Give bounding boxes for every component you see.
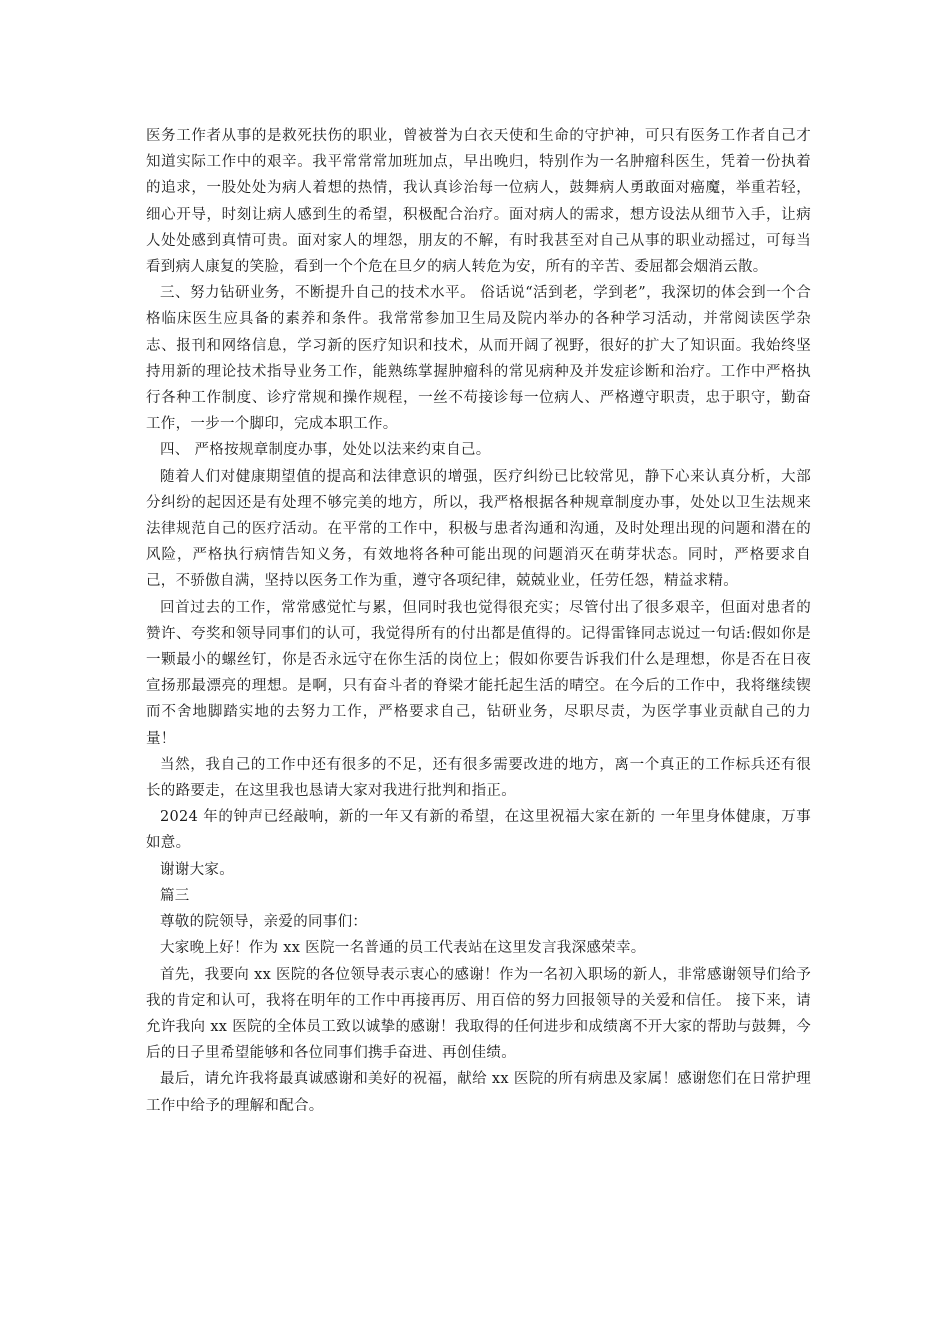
paragraph-gratitude-leaders: 首先，我要向 xx 医院的各位领导表示衷心的感谢！作为一名初入职场的新人，非常感谢领导们给予我的肯定和认可，我将在明年的工作中再接再厉、用百倍的努力回报领导的关爱和信任。 接下来，请允许我向 xx 医院的全体员工致以诚挚的感谢！我取得的任何进步和成绩离不开大家的帮助与鼓舞，今后的日子里希望能够和各位同事们携手奋进、再创佳绩。 bbox=[146, 966, 811, 1062]
paragraph-medical-work: 医务工作者从事的是救死扶伤的职业，曾被誉为白衣天使和生命的守护神，可只有医务工作者自己才知道实际工作中的艰辛。我平常常常加班加点，早出晚归，特别作为一名肿瘤科医生，凭着一份执着的追求，一股处处为病人着想的热情，我认真诊治每一位病人，鼓舞病人勇敢面对癌魔，举重若轻，细心开导，时刻让病人感到生的希望，积极配合治疗。面对病人的需求，想方设法从细节入手，让病人处处感到真情可贵。面对家人的埋怨，朋友的不解，有时我甚至对自己从事的职业动摇过，可每当看到病人康复的笑脸，看到一个个危在旦夕的病人转危为安，所有的辛苦、委屈都会烟消云散。 bbox=[146, 128, 811, 276]
paragraph-new-year: 2024 年的钟声已经敲响，新的一年又有新的希望，在这里祝福大家在新的 一年里身体健康，万事如意。 bbox=[146, 809, 811, 852]
paragraph-thanks: 谢谢大家。 bbox=[160, 861, 234, 878]
paragraph-greeting: 大家晚上好！作为 xx 医院一名普通的员工代表站在这里发言我深感荣幸。 bbox=[160, 940, 646, 957]
document-body bbox=[146, 123, 811, 1119]
paragraph-heading-rules: 四、 严格按规章制度办事，处处以法来约束自己。 bbox=[160, 442, 491, 459]
paragraph-medical-disputes: 随着人们对健康期望值的提高和法律意识的增强，医疗纠纷已比较常见，静下心来认真分析，大部分纠纷的起因还是有处理不够完美的地方，所以，我严格根据各种规章制度办事，处处以卫生法规来法律规范自己的医疗活动。在平常的工作中，积极与患者沟通和沟通，及时处理出现的问题和潜在的风险，严格执行病情告知义务，有效地将各种可能出现的问题消灭在萌芽状态。同时，严格要求自己，不骄傲自满，坚持以医务工作为重，遵守各项纪律，兢兢业业，任劳任怨，精益求精。 bbox=[146, 468, 811, 590]
paragraph-closing-wishes: 最后，请允许我将最真诚感谢和美好的祝福，献给 xx 医院的所有病患及家属！感谢您们在日常护理工作中给予的理解和配合。 bbox=[146, 1071, 811, 1114]
paragraph-salutation: 尊敬的院领导，亲爱的同事们： bbox=[160, 914, 368, 931]
paragraph-shortcomings: 当然，我自己的工作中还有很多的不足，还有很多需要改进的地方，离一个真正的工作标兵还有很长的路要走，在这里我也恳请大家对我进行批判和指正。 bbox=[146, 756, 811, 800]
paragraph-study-business: 三、努力钻研业务，不断提升自己的技术水平。 俗话说“活到老，学到老”，我深切的体会到一个合格临床医生应具备的素养和条件。我常常参加卫生局及院内举办的各种学习活动，并常阅读医学杂志、报刊和网络信息，学习新的医疗知识和技术，从而开阔了视野，很好的扩大了知识面。我始终坚持用新的理论技术指导业务工作，能熟练掌握肿瘤科的常见病种及并发症诊断和治疗。工作中严格执行各种工作制度、诊疗常规和操作规程，一丝不苟接诊每一位病人、严格遵守职责，忠于职守，勤奋工作，一步一个脚印，完成本职工作。 bbox=[146, 285, 811, 433]
paragraph-looking-back: 回首过去的工作，常常感觉忙与累，但同时我也觉得很充实；尽管付出了很多艰辛，但面对患者的赞许、夸奖和领导同事们的认可，我觉得所有的付出都是值得的。记得雷锋同志说过一句话:假如你是一颗最小的螺丝钉，你是否永远守在你生活的岗位上；假如你要告诉我们什么是理想，你是否在日夜宣扬那最漂亮的理想。是啊，只有奋斗者的脊梁才能托起生活的晴空。在今后的工作中，我将继续锲而不舍地脚踏实地的去努力工作，严格要求自己，钻研业务，尽职尽责，为医学事业贡献自己的力量！ bbox=[146, 599, 811, 747]
section-title-part-three: 篇三 bbox=[160, 887, 190, 904]
